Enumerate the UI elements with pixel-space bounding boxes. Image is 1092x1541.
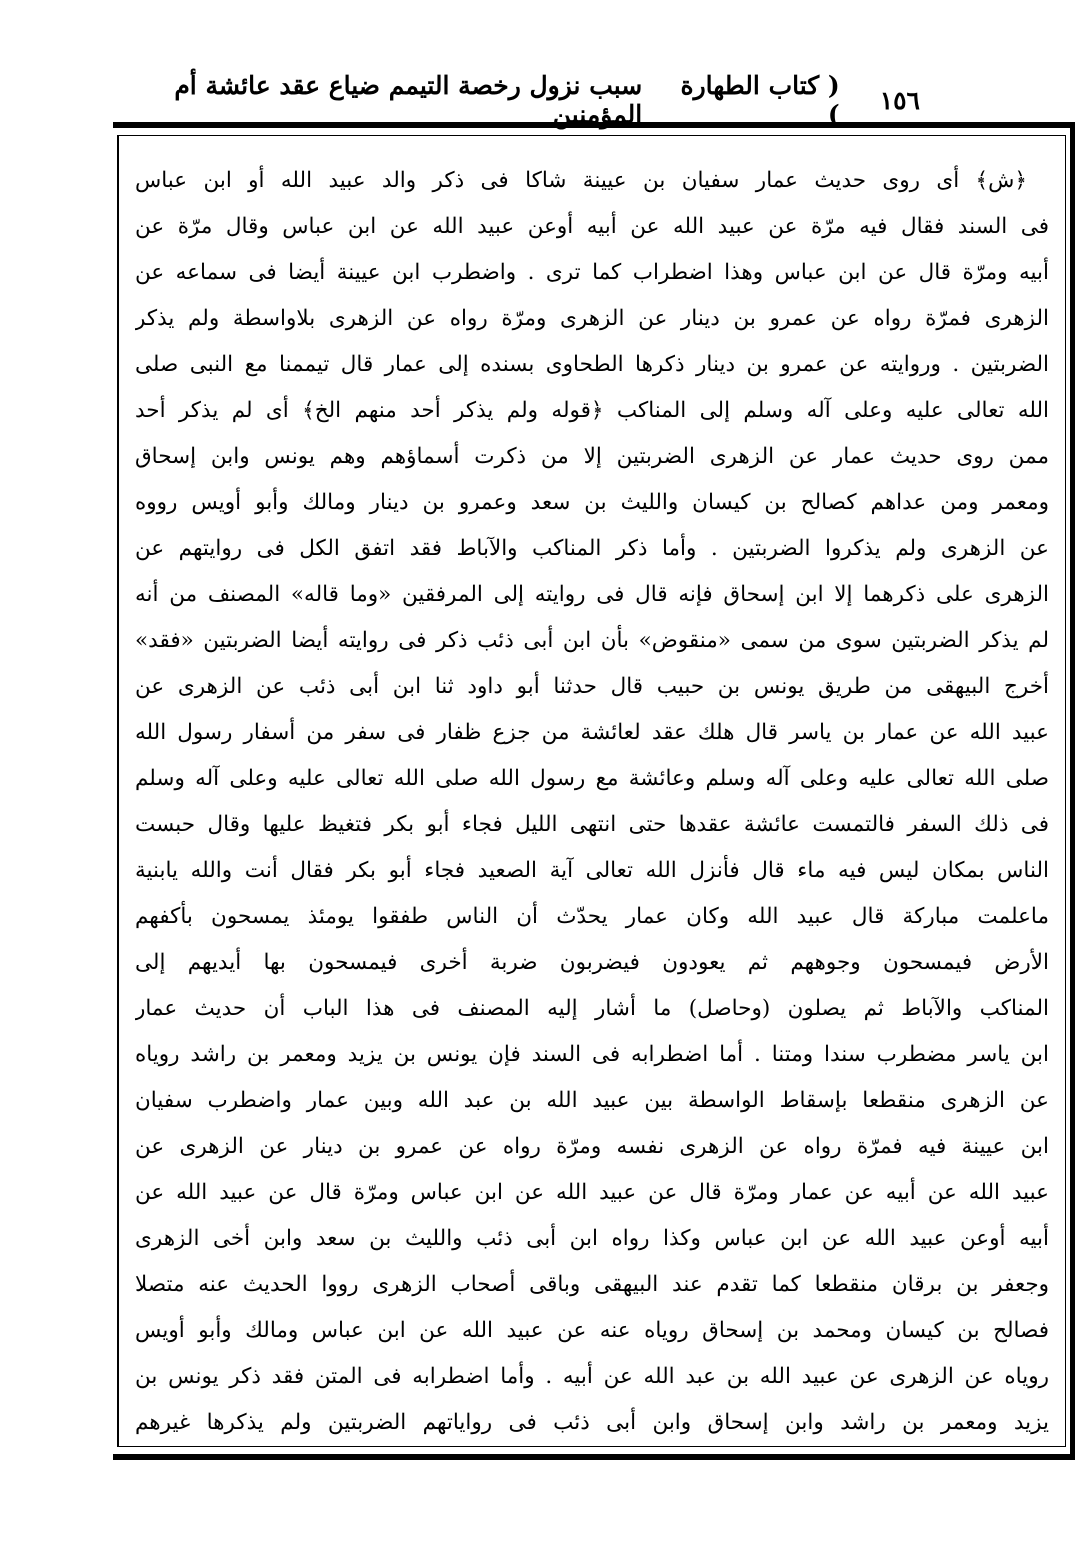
text-line: الضربتين . وروايته عن عمرو بن دينار ذكرها الطحاوى بسنده إلى عمار قال تيممنا مع النبى صلى — [135, 352, 1049, 377]
running-header — [140, 71, 920, 129]
text-line: يزيد ومعمر بن راشد وابن إسحاق وابن أبى ذئب فى رواياتهم الضربتين ولم يذكرها غيرهم — [135, 1410, 1049, 1435]
text-line: ممن روى حديث عمار عن الزهرى الضربتين إلا من ذكرت أسماؤهم وهم يونس وابن إسحاق — [135, 444, 1049, 469]
text-line: روياه عن الزهرى عن عبيد الله بن عبد الله عن أبيه . وأما اضطرابه فى المتن فقد ذكر يونس بن — [135, 1364, 1049, 1389]
text-line: المناكب والآباط ثم يصلون (وحاصل) ما أشار إليه المصنف فى هذا الباب أن حديث عمار — [135, 996, 1049, 1021]
text-line: الناس بمكان ليس فيه ماء قال فأنزل الله تعالى آية الصعيد فجاء أبو بكر فقال أنت والله يابنية — [135, 858, 1049, 883]
text-line: ابن عيينة فيه فمرّة رواه عن الزهرى نفسه ومرّة رواه عن عمرو بن دينار عن الزهرى عن — [135, 1134, 1049, 1159]
text-line: ماعلمت مباركة قال عبيد الله وكان عمار يحدّث أن الناس طفقوا يومئذ يمسحون بأكفهم — [135, 904, 1049, 929]
text-line: صلى الله تعالى عليه وعلى آله وسلم وعائشة مع رسول الله صلى الله تعالى عليه وعلى آله وسلم — [135, 766, 1049, 791]
text-line: عن الزهرى منقطعا بإسقاط الواسطة بين عبيد الله بن عبد الله وبين عمار واضطرب سفيان — [135, 1088, 1049, 1113]
page-number: ١٥٦ — [879, 85, 920, 115]
text-line: فصالح بن كيسان ومحمد بن إسحاق روياه عنه عن عبيد الله عن ابن عباس ومالك وأبو أويس — [135, 1318, 1049, 1343]
book-title: ( كتاب الطهارة ) — [680, 71, 840, 129]
text-line: عبيد الله عن عمار بن ياسر قال هلك عقد لعائشة من جزع ظفار فى سفر من أسفار رسول الله — [135, 720, 1049, 745]
text-line: الله تعالى عليه وعلى آله وسلم إلى المناكب ﴿قوله ولم يذكر أحد منهم الخ﴾ أى لم يذكر أحد — [135, 398, 1049, 423]
text-line: الأرض فيمسحون وجوههم ثم يعودون فيضربون ضربة أخرى فيمسحون بها أيديهم إلى — [135, 950, 1049, 975]
text-line: عن الزهرى ولم يذكروا الضربتين . وأما ذكر المناكب والآباط فقد اتفق الكل فى روايتهم عن — [135, 536, 1049, 561]
text-line: عبيد الله عن أبيه عن عمار ومرّة قال عن عبيد الله عن ابن عباس ومرّة قال عن عبيد الله عن — [135, 1180, 1049, 1205]
commentary-text — [135, 158, 1049, 1446]
page-frame — [113, 122, 1075, 1460]
text-line: فى السند فقال فيه مرّة عن عبيد الله عن أبيه أوعن عبيد الله عن ابن عباس وقال مرّة عن — [135, 214, 1049, 239]
text-line: لم يذكر الضربتين سوى من سمى «منقوض» بأن ابن أبى ذئب ذكر فى روايته أيضا الضربتين «فقد» — [135, 628, 1049, 653]
chapter-title: سبب نزول رخصة التيمم ضياع عقد عائشة أم المؤمنين — [174, 71, 643, 129]
text-line: أبيه ومرّة قال عن ابن عباس وهذا اضطراب كما ترى . واضطرب ابن عيينة أيضا فى سماعه عن — [135, 260, 1049, 285]
text-line: أبيه أوعن عبيد الله عن ابن عباس وكذا رواه ابن أبى ذئب والليث بن سعد وابن أخى الزهرى — [135, 1226, 1049, 1251]
text-line: الزهرى على ذكرهما إلا ابن إسحاق فإنه قال فى روايته إلى المرفقين «وما قاله» المصنف من أنه — [135, 582, 1049, 607]
text-line: وجعفر بن برقان منقطعا كما تقدم عند البيهقى وباقى أصحاب الزهرى رووا الحديث عنه متصلا — [135, 1272, 1049, 1297]
text-line: ابن ياسر مضطرب سندا ومتنا . أما اضطرابه فى السند فإن يونس بن يزيد ومعمر بن راشد روياه — [135, 1042, 1049, 1067]
text-line: فى ذلك السفر فالتمست عائشة عقدها حتى انتهى الليل فجاء أبو بكر فتغيظ عليها وقال حبست — [135, 812, 1049, 837]
text-line: أخرج البيهقى من طريق يونس بن حبيب قال حدثنا أبو داود ثنا ابن أبى ذئب عن الزهرى عن — [135, 674, 1049, 699]
inner-border — [117, 135, 1066, 1447]
text-line: الزهرى فمرّة رواه عن عمرو بن دينار عن الزهرى ومرّة رواه عن الزهرى بلاواسطة ولم يذكر — [135, 306, 1049, 331]
text-line: ﴿ش﴾ أى روى حديث عمار سفيان بن عيينة شاكا فى ذكر والد عبيد الله أو ابن عباس — [135, 168, 1027, 193]
text-line: ومعمر ومن عداهم كصالح بن كيسان والليث بن سعد وعمرو بن دينار ومالك وأبو أويس رووه — [135, 490, 1049, 515]
